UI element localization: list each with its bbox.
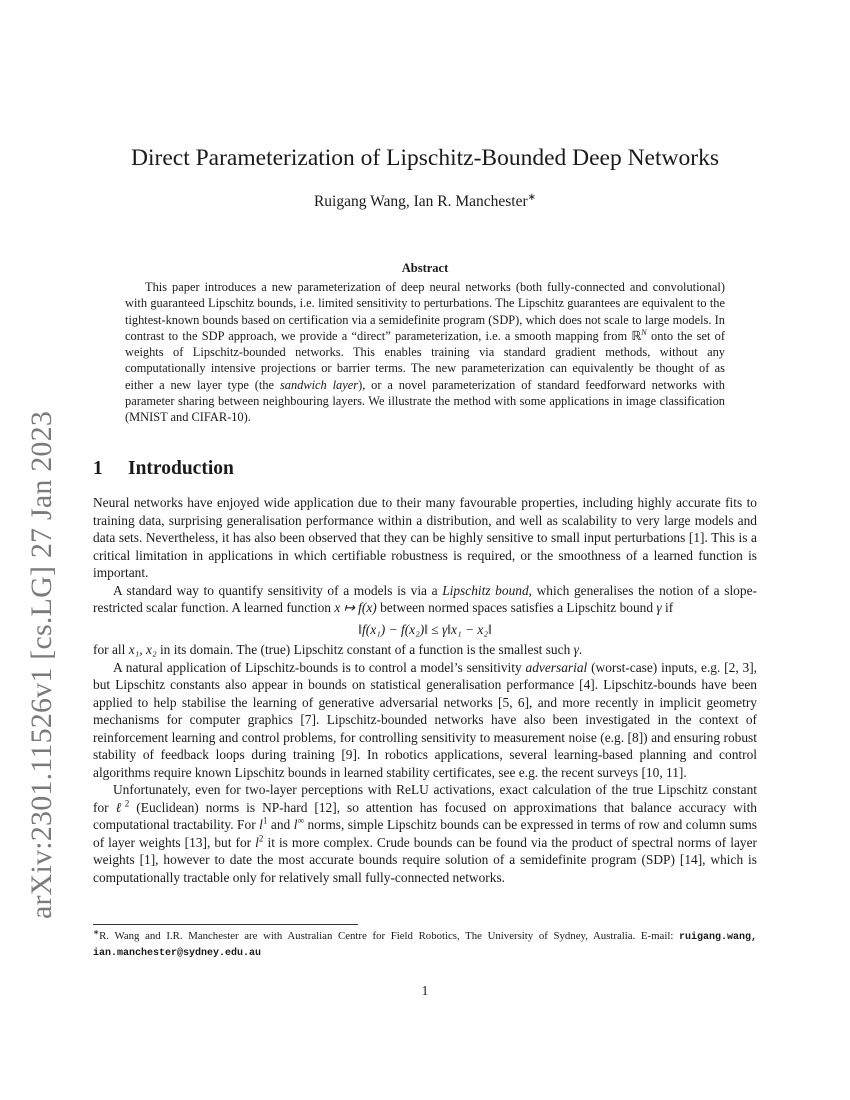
paragraph-5: Unfortunately, even for two-layer perceptions with ReLU activations, exact calculation of the true Lipschitz constant for ℓ$^2$ (Euclidean) norms is NP-hard [12], so attention has focused on approximations that balance accuracy with computational tractability. For $l^1$ and l∞ norms, simple Lipschitz bounds can be expressed in terms of row and column sums of layer weights [13], but for $l^2$ it is more complex. Crude bounds can be found via the product of spectral norms of layer weights [1], however to date the most accurate bounds require solution of a semidefinite program (SDP) [14], which is computationally tractable only for relatively small fully-connected networks. xyxy=(93,782,757,885)
author-list xyxy=(0,193,850,211)
section-heading-introduction xyxy=(93,458,234,480)
author-names: Ruigang Wang, Ian R. Manchester xyxy=(313,193,528,210)
introduction-body xyxy=(93,494,757,886)
section-title: Introduction xyxy=(128,458,234,479)
author-footnote-marker: ∗ xyxy=(527,191,537,203)
section-number: 1 xyxy=(93,458,103,479)
footnote-divider xyxy=(93,924,358,925)
abstract-heading: Abstract xyxy=(401,261,449,275)
paragraph-3: for all x₁, x₂ in its domain. The (true) Lipschitz constant of a function is the smallest such γ. xyxy=(93,642,583,657)
lipschitz-equation: ‖f(x₁) − f(x₂)‖ ≤ γ‖x₁ − x₂‖ xyxy=(358,621,492,637)
arxiv-identifier-text: arXiv:2301.11526v1 [cs.LG] 27 Jan 2023 xyxy=(25,410,58,920)
paragraph-2: A standard way to quantify sensitivity of a models is via a Lipschitz bound, which generalises the notion of a slope-restricted scalar function. A learned function x ↦ f(x) between normed spaces satisfies a Lipschitz bound γ if xyxy=(93,582,757,615)
paragraph-1: Neural networks have enjoyed wide application due to their many favourable properties, including highly accurate fits to training data, surprising generalisation performance within a distribution, and well as scalability to very large models and data sets. Nevertheless, it has also been observed that they can be highly sensitive to small input perturbations [1]. This is a critical limitation in applications in which certifiable robustness is required, or the smoothness of a learned function is important. xyxy=(93,495,757,580)
paragraph-4: A natural application of Lipschitz-bounds is to control a model’s sensitivity adversarial (worst-case) inputs, e.g. [2, 3], but Lipschitz constants also appear in bounds on statistical generalisation performance [4]. Lipschitz-bounds have been applied to help stabilise the learning of generative adversarial networks [5, 6], and more recently in implicit geometry mechanisms for computer graphics [7]. Lipschitz-bounded networks have also been investigated in the context of reinforcement learning and control problems, for controlling sensitivity to measurement noise (e.g. [8]) and ensuring robust stability of feedback loops during training [9]. In robotics applications, several learning-based planning and control algorithms require known Lipschitz bounds in learned stability certificates, see e.g. the recent surveys [10, 11]. xyxy=(93,659,758,780)
paper-title: Direct Parameterization of Lipschitz-Bounded Deep Networks xyxy=(131,145,719,171)
page-number: 1 xyxy=(421,983,429,998)
affiliation-footnote: ∗R. Wang and I.R. Manchester are with Australian Centre for Field Robotics, The University of Sydney, Australia. E-mail: ruigang.wang, ian.manchester@sydney.edu.au xyxy=(93,927,757,959)
author-emails: ruigang.wang, ian.manchester@sydney.edu.au xyxy=(93,932,757,959)
abstract-text: This paper introduces a new parameterization of deep neural networks (both fully-connected and convolutional) with guaranteed Lipschitz bounds, i.e. limited sensitivity to perturbations. The Lipschitz guarantees are equivalent to the tightest-known bounds based on certification via a semidefinite program (SDP), which does not scale to large models. In contrast to the SDP approach, we provide a “direct” parameterization, i.e. a smooth mapping from ℝ$^N$ onto the set of weights of Lipschitz-bounded networks. This enables training via standard gradient methods, without any computationally intensive projections or barrier terms. The new parameterization can equivalently be thought of as either a new layer type (the sandwich layer), or a novel parameterization of standard feedforward networks with parameter sharing between neighbouring layers. We illustrate the method with some applications in image classification (MNIST and CIFAR-10). xyxy=(125,280,726,425)
